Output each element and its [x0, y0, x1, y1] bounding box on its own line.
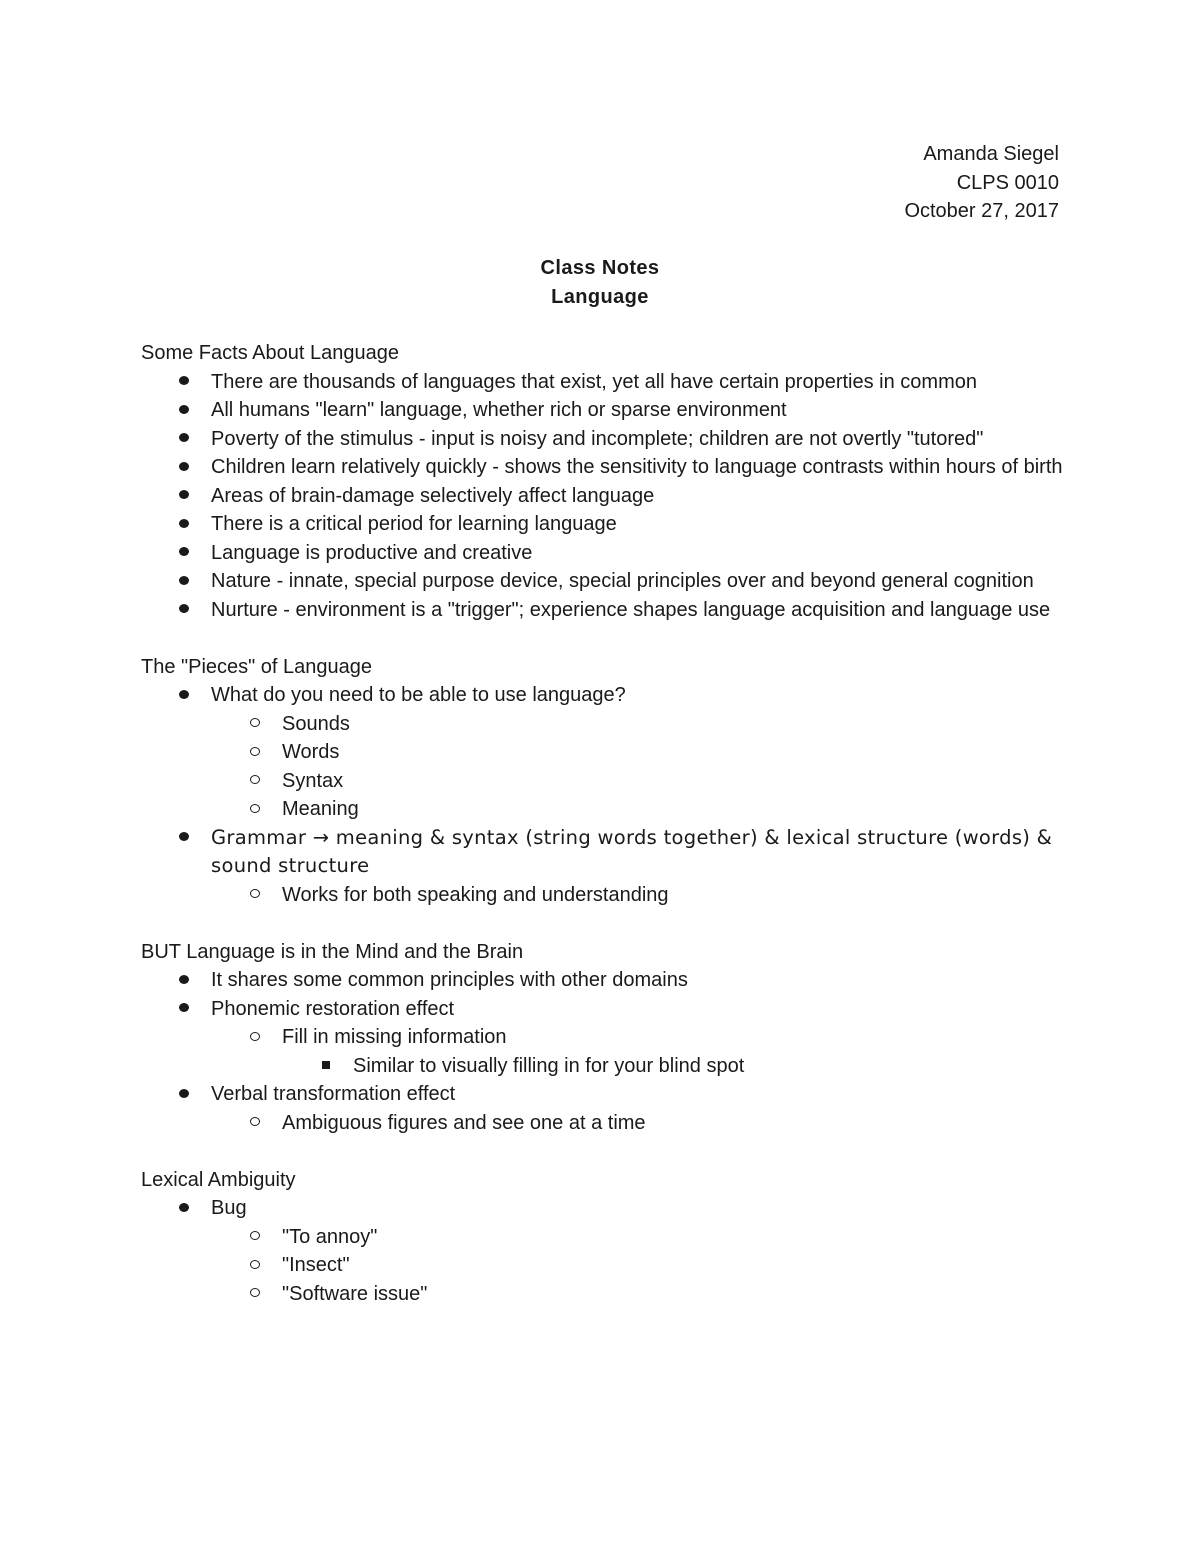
- sub-list-item: Sounds: [141, 710, 1066, 739]
- bullet-list: [141, 681, 1066, 909]
- bullet-icon: [172, 596, 196, 625]
- list-item: Phonemic restoration effect: [141, 995, 1066, 1024]
- bullet-icon: [172, 824, 196, 853]
- sub-list-item: "Insect": [141, 1251, 1066, 1280]
- bullet-icon: [172, 510, 196, 539]
- section-heading: The "Pieces" of Language: [141, 655, 373, 678]
- document-title: Class Notes: [540, 257, 660, 279]
- bullet-icon: [172, 453, 196, 482]
- sub-list-item: "Software issue": [141, 1280, 1066, 1309]
- title-block: [0, 254, 1200, 311]
- bullet-icon: [172, 482, 196, 511]
- sub-list-item: Works for both speaking and understanding: [141, 881, 1066, 910]
- section-heading: Some Facts About Language: [141, 342, 399, 364]
- bullet-list: [141, 368, 1066, 625]
- list-item: Verbal transformation effect: [141, 1080, 1066, 1109]
- sub-list-item: Fill in missing information: [141, 1023, 1066, 1052]
- section-lexical: [141, 1166, 1066, 1309]
- list-item: Nature - innate, special purpose device, special principles over and beyond general cognition: [141, 567, 1066, 596]
- section-heading: Lexical Ambiguity: [141, 1168, 296, 1191]
- bullet-icon: [172, 539, 196, 568]
- hollow-bullet-icon: [243, 881, 267, 910]
- bullet-icon: [172, 1080, 196, 1109]
- list-item: Poverty of the stimulus - input is noisy and incomplete; children are not overtly "tutored": [141, 425, 1066, 454]
- hollow-bullet-icon: [243, 1109, 267, 1138]
- section-mind: [141, 938, 1066, 1138]
- list-item: Language is productive and creative: [141, 539, 1066, 568]
- list-item: What do you need to be able to use language?: [141, 681, 1066, 710]
- bullet-list: [141, 966, 1066, 1137]
- bullet-icon: [172, 396, 196, 425]
- sub-list-item: Syntax: [141, 767, 1066, 796]
- hollow-bullet-icon: [243, 738, 267, 767]
- list-item: Bug: [141, 1194, 1066, 1223]
- bullet-icon: [172, 368, 196, 397]
- bullet-icon: [172, 681, 196, 710]
- course-code: CLPS 0010: [956, 171, 1059, 194]
- hollow-bullet-icon: [243, 1280, 267, 1309]
- bullet-icon: [172, 425, 196, 454]
- list-item: It shares some common principles with other domains: [141, 966, 1066, 995]
- bullet-icon: [172, 995, 196, 1024]
- hollow-bullet-icon: [243, 1223, 267, 1252]
- hollow-bullet-icon: [243, 710, 267, 739]
- square-bullet-icon: [314, 1052, 338, 1081]
- section-facts: [141, 339, 1066, 624]
- bullet-icon: [172, 567, 196, 596]
- sub-list-item: Ambiguous figures and see one at a time: [141, 1109, 1066, 1138]
- list-item: Areas of brain-damage selectively affect language: [141, 482, 1066, 511]
- sub-list-item: "To annoy": [141, 1223, 1066, 1252]
- list-item: There are thousands of languages that exist, yet all have certain properties in common: [141, 368, 1066, 397]
- sub-sub-list-item: Similar to visually filling in for your blind spot: [141, 1052, 1066, 1081]
- list-item: There is a critical period for learning language: [141, 510, 1066, 539]
- section-pieces: [141, 653, 1066, 910]
- sub-list-item: Words: [141, 738, 1066, 767]
- bullet-icon: [172, 1194, 196, 1223]
- list-item: Children learn relatively quickly - shows the sensitivity to language contrasts within hours of birth: [141, 453, 1066, 482]
- list-item: All humans "learn" language, whether rich or sparse environment: [141, 396, 1066, 425]
- section-heading: BUT Language is in the Mind and the Brain: [141, 940, 524, 963]
- header-block: [904, 140, 1059, 226]
- hollow-bullet-icon: [243, 795, 267, 824]
- hollow-bullet-icon: [243, 767, 267, 796]
- hollow-bullet-icon: [243, 1023, 267, 1052]
- notes-content: [141, 339, 1066, 1337]
- list-item: Nurture - environment is a "trigger"; experience shapes language acquisition and language use: [141, 596, 1066, 625]
- bullet-list: [141, 1194, 1066, 1308]
- list-item: Grammar → meaning & syntax (string words together) & lexical structure (words) & sound structure: [141, 824, 1066, 881]
- document-date: October 27, 2017: [904, 200, 1059, 222]
- author-name: Amanda Siegel: [923, 143, 1059, 165]
- sub-list-item: Meaning: [141, 795, 1066, 824]
- document-subtitle: Language: [551, 285, 649, 308]
- hollow-bullet-icon: [243, 1251, 267, 1280]
- bullet-icon: [172, 966, 196, 995]
